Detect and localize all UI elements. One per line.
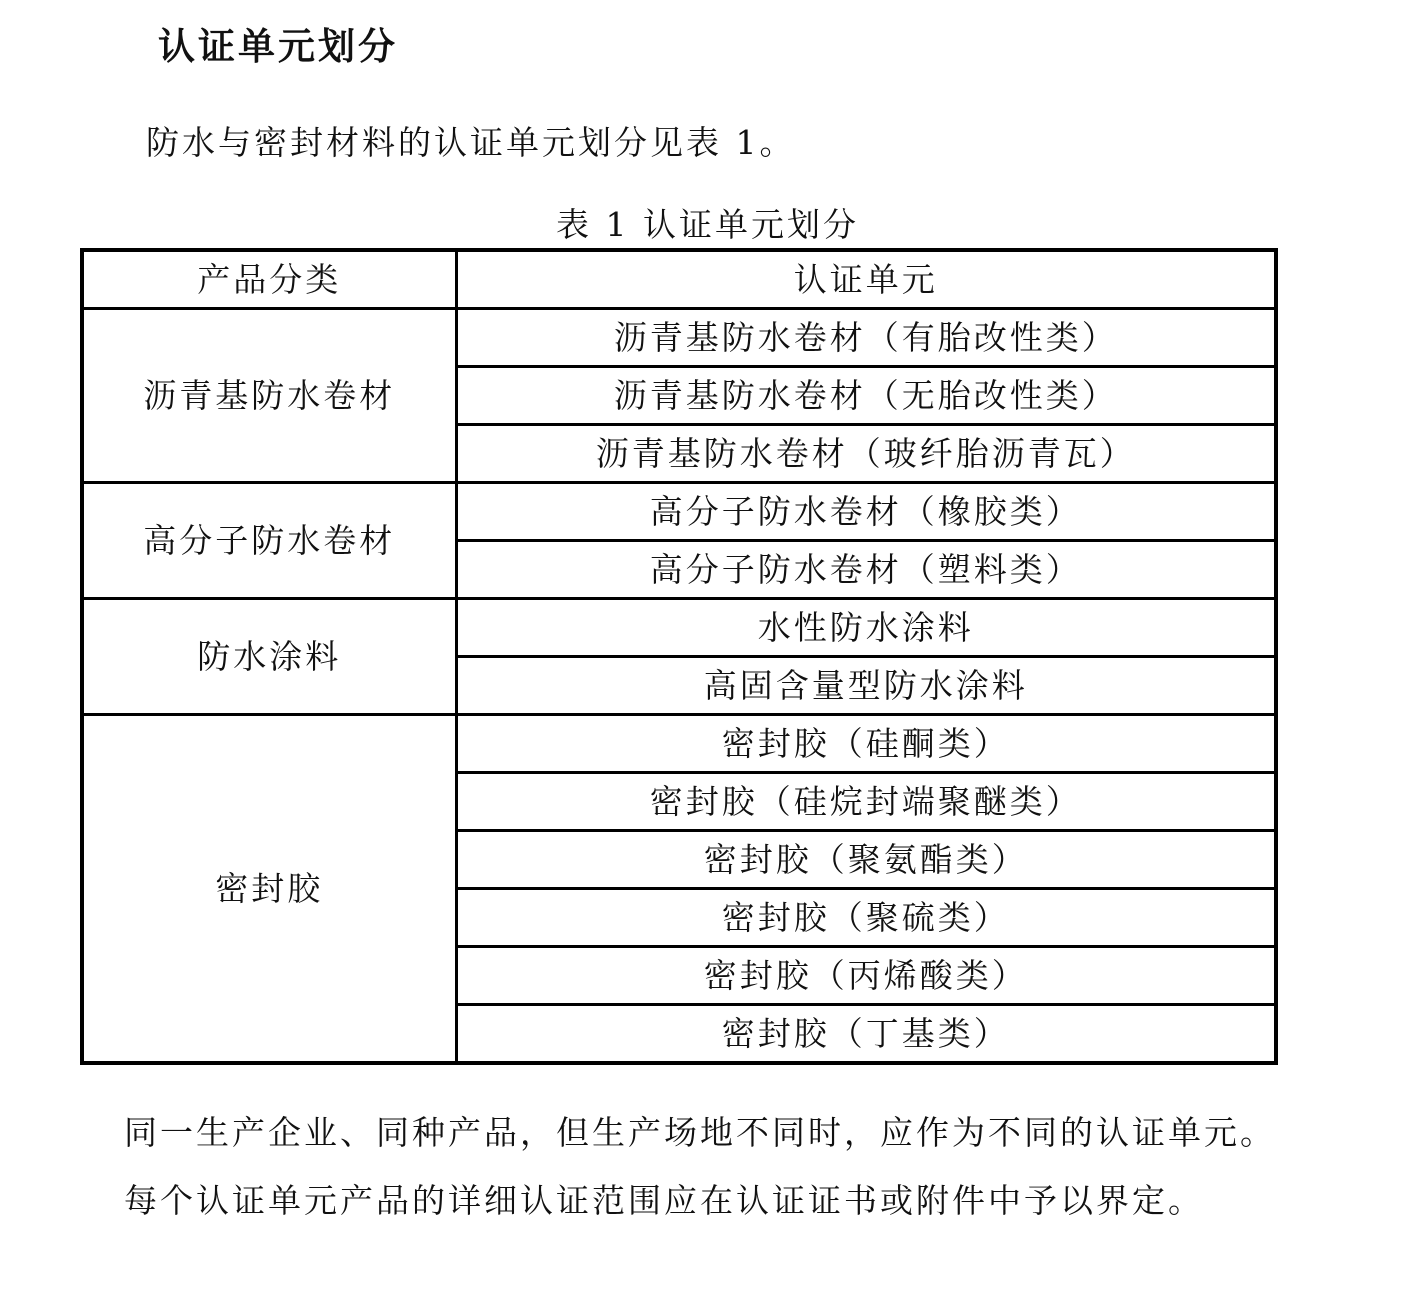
table-row (82, 309, 1276, 367)
certification-unit-table (80, 248, 1278, 1065)
table-caption: 表 1 认证单元划分 (556, 205, 859, 244)
note-scope-definition: 每个认证单元产品的详细认证范围应在认证证书或附件中予以界定。 (124, 1181, 1204, 1220)
unit-cell: 密封胶（聚硫类） (456, 889, 1276, 947)
category-cell: 高分子防水卷材 (82, 483, 456, 599)
table-row (82, 715, 1276, 773)
table-header-row (82, 250, 1276, 309)
category-cell: 沥青基防水卷材 (82, 309, 456, 483)
unit-cell: 高分子防水卷材（塑料类） (456, 541, 1276, 599)
category-cell: 防水涂料 (82, 599, 456, 715)
intro-paragraph: 防水与密封材料的认证单元划分见表 1。 (146, 123, 796, 162)
unit-cell: 密封胶（硅酮类） (456, 715, 1276, 773)
table-row (82, 483, 1276, 541)
table-row (82, 599, 1276, 657)
header-unit: 认证单元 (456, 250, 1276, 309)
unit-cell: 沥青基防水卷材（玻纤胎沥青瓦） (456, 425, 1276, 483)
header-category: 产品分类 (82, 250, 456, 309)
unit-cell: 密封胶（丙烯酸类） (456, 947, 1276, 1005)
unit-cell: 水性防水涂料 (456, 599, 1276, 657)
unit-cell: 高分子防水卷材（橡胶类） (456, 483, 1276, 541)
unit-cell: 高固含量型防水涂料 (456, 657, 1276, 715)
unit-cell: 密封胶（丁基类） (456, 1005, 1276, 1064)
note-same-enterprise: 同一生产企业、同种产品，但生产场地不同时，应作为不同的认证单元。 (124, 1113, 1276, 1152)
section-heading: 认证单元划分 (158, 25, 398, 68)
unit-cell: 密封胶（聚氨酯类） (456, 831, 1276, 889)
unit-cell: 沥青基防水卷材（无胎改性类） (456, 367, 1276, 425)
unit-cell: 沥青基防水卷材（有胎改性类） (456, 309, 1276, 367)
unit-cell: 密封胶（硅烷封端聚醚类） (456, 773, 1276, 831)
category-cell: 密封胶 (82, 715, 456, 1064)
